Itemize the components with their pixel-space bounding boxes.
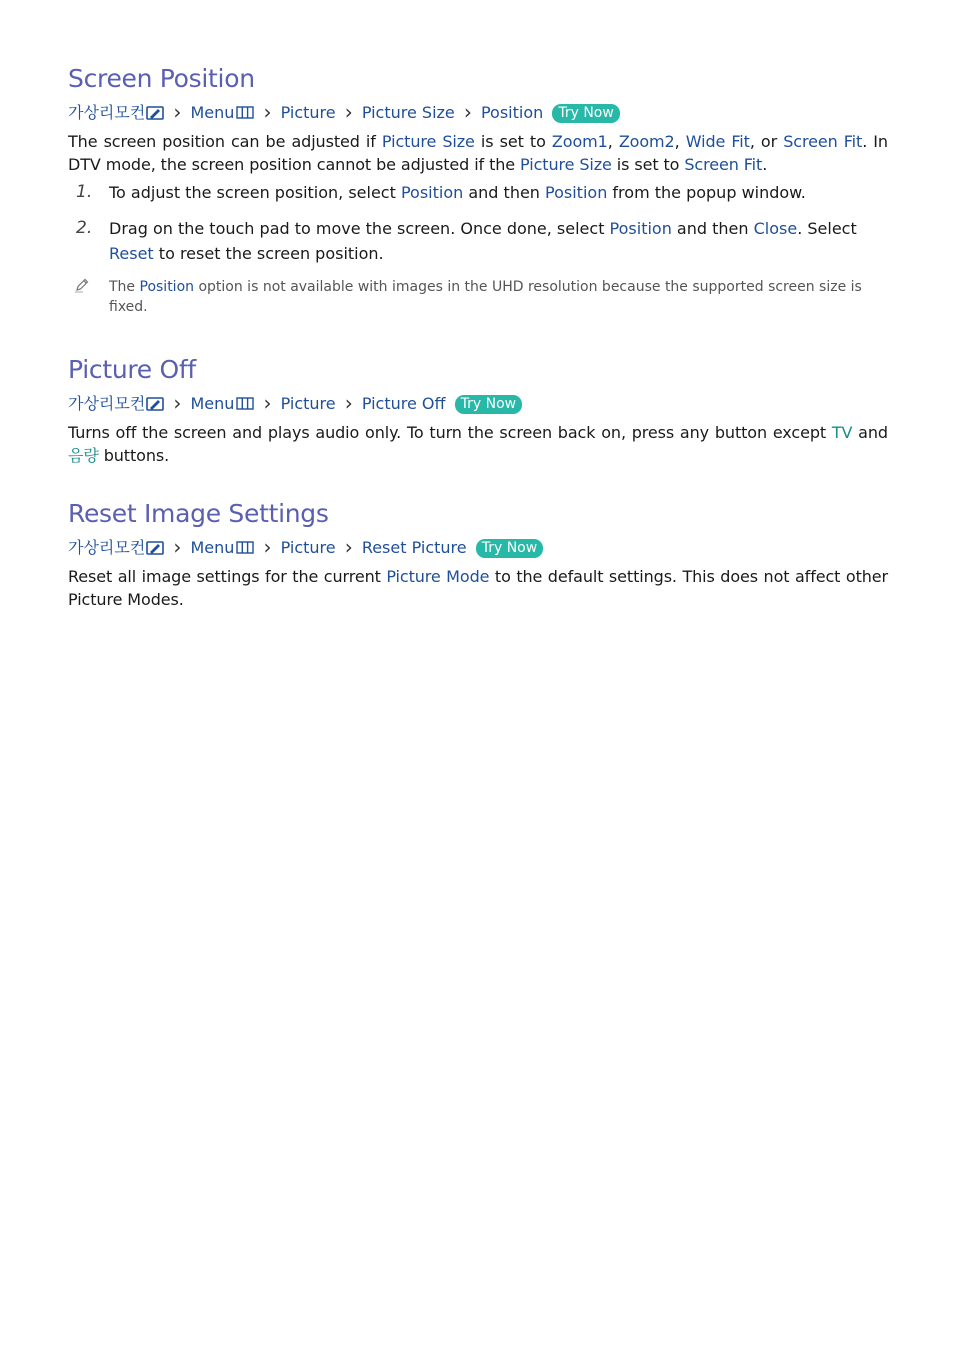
breadcrumb-picture[interactable]: Picture bbox=[280, 103, 336, 122]
breadcrumb-menu[interactable]: Menu bbox=[190, 394, 235, 413]
chevron-right-icon bbox=[173, 102, 181, 124]
section-title: Reset Image Settings bbox=[68, 499, 329, 528]
breadcrumb-picture[interactable]: Picture bbox=[280, 394, 336, 413]
remote-icon bbox=[146, 397, 164, 411]
menu-icon bbox=[236, 397, 254, 410]
chevron-right-icon bbox=[173, 537, 181, 559]
breadcrumb-remote[interactable]: 가상리모컨 bbox=[68, 538, 146, 557]
breadcrumb-menu[interactable]: Menu bbox=[190, 103, 235, 122]
section-title: Screen Position bbox=[68, 64, 255, 93]
breadcrumb bbox=[68, 393, 888, 415]
chevron-right-icon bbox=[345, 102, 353, 124]
breadcrumb-picture-off[interactable]: Picture Off bbox=[361, 394, 446, 413]
section-picture-off bbox=[68, 353, 888, 467]
chevron-right-icon bbox=[264, 393, 272, 415]
step-number: 2. bbox=[76, 218, 93, 238]
chevron-right-icon bbox=[264, 537, 272, 559]
breadcrumb-position[interactable]: Position bbox=[480, 103, 544, 122]
breadcrumb bbox=[68, 102, 888, 124]
breadcrumb-menu[interactable]: Menu bbox=[190, 538, 235, 557]
description-paragraph: Reset all image settings for the current Picture Mode to the default settings. This does not affect other Picture Modes. bbox=[68, 567, 889, 609]
steps-list bbox=[68, 180, 888, 266]
section-title: Picture Off bbox=[68, 355, 196, 384]
breadcrumb bbox=[68, 537, 888, 559]
try-now-button[interactable]: Try Now bbox=[476, 539, 543, 558]
manual-page bbox=[68, 62, 888, 611]
breadcrumb-remote[interactable]: 가상리모컨 bbox=[68, 103, 146, 122]
menu-icon bbox=[236, 541, 254, 554]
description-paragraph: The screen position can be adjusted if Picture Size is set to Zoom1, Zoom2, Wide Fit, or Screen Fit. In DTV mode, the screen position cannot be adjusted if the Picture Size is set to Screen Fit. bbox=[68, 132, 888, 174]
section-reset-image-settings bbox=[68, 497, 888, 611]
try-now-button[interactable]: Try Now bbox=[455, 395, 522, 414]
breadcrumb-reset-picture[interactable]: Reset Picture bbox=[361, 538, 467, 557]
chevron-right-icon bbox=[345, 537, 353, 559]
try-now-button[interactable]: Try Now bbox=[552, 104, 619, 123]
note: The Position option is not available with images in the UHD resolution because the supported screen size is fixed. bbox=[68, 277, 888, 317]
pencil-icon bbox=[74, 277, 90, 293]
chevron-right-icon bbox=[464, 102, 472, 124]
remote-icon bbox=[146, 541, 164, 555]
list-item: 1. To adjust the screen position, select Position and then Position from the popup window. bbox=[68, 180, 888, 205]
menu-icon bbox=[236, 106, 254, 119]
breadcrumb-picture[interactable]: Picture bbox=[280, 538, 336, 557]
breadcrumb-picture-size[interactable]: Picture Size bbox=[361, 103, 455, 122]
step-number: 1. bbox=[76, 182, 93, 202]
description-paragraph: Turns off the screen and plays audio only. To turn the screen back on, press any button except TV and 음량 buttons. bbox=[68, 423, 888, 465]
breadcrumb-remote[interactable]: 가상리모컨 bbox=[68, 394, 146, 413]
chevron-right-icon bbox=[264, 102, 272, 124]
list-item: 2. Drag on the touch pad to move the screen. Once done, select Position and then Close. Select Reset to reset the screen position. bbox=[76, 218, 857, 263]
chevron-right-icon bbox=[173, 393, 181, 415]
remote-icon bbox=[146, 106, 164, 120]
chevron-right-icon bbox=[345, 393, 353, 415]
section-screen-position bbox=[68, 62, 888, 317]
